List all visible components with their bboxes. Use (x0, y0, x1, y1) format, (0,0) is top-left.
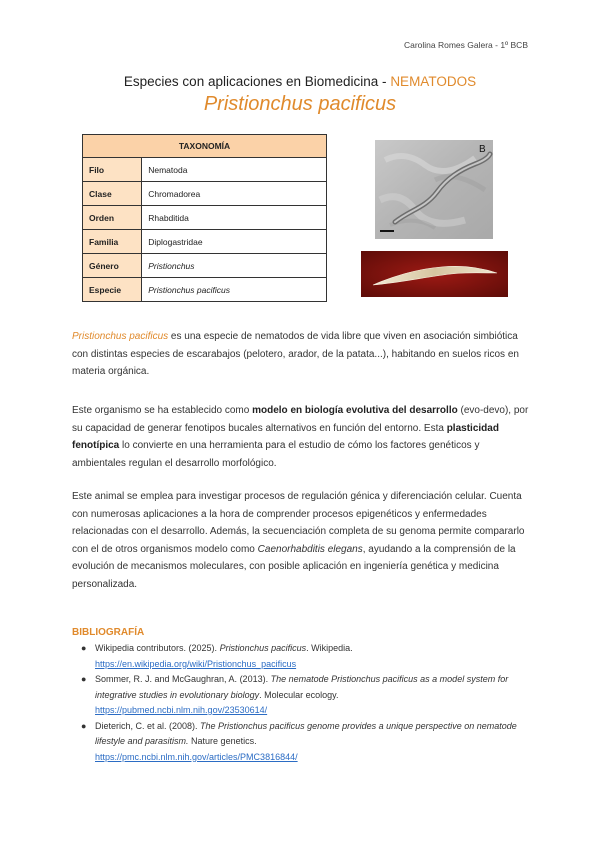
citation-title: The nematode Pristionchus pacificus as a model system for integrative studies in evolutionary biology (95, 674, 509, 700)
text-segment: , ayudando a la comprensión de la evolución de mecanismos moleculares, con posible aplicación en ingeniería genética y medicina personalizada. (72, 543, 516, 590)
taxonomy-value: Chromadorea (142, 182, 327, 206)
title-main: Especies con aplicaciones en Biomedicina - (123, 74, 391, 89)
italic-term: Caenorhabditis elegans (257, 543, 363, 555)
text-segment: Este organismo se ha establecido como (72, 405, 253, 416)
taxonomy-value: Rhabditida (142, 206, 327, 230)
taxonomy-label: Clase (83, 182, 142, 206)
citation-link[interactable]: https://pubmed.ncbi.nlm.nih.gov/23530614/ (95, 705, 268, 715)
citation-source: Nature genetics. (188, 736, 257, 746)
paragraph-applications (72, 488, 534, 593)
taxonomy-value: Pristionchus (142, 254, 327, 278)
citation-link[interactable]: https://pmc.ncbi.nlm.nih.gov/articles/PMC3816844/ (95, 751, 298, 762)
taxonomy-value: Nematoda (142, 158, 327, 182)
citation-authors: Dieterich, C. et al. (2008). (95, 720, 201, 731)
text-segment: Este animal se emplea para investigar procesos de regulación génica y diferenciación celular. Cuenta con numerosas aplicaciones a la hora de comprender procesos epigenéticos y enfermedades relacionadas con el desarrollo. Además, la secuenciación completa de su genoma permite compararlo con el de otros organismos modelo como (72, 491, 525, 555)
taxonomy-label: Género (83, 254, 142, 278)
citation-title: The Pristionchus pacificus genome provides a unique perspective on nematode lifestyle and parasitism. (95, 720, 517, 746)
list-item (72, 641, 532, 672)
bullet-icon: ● (81, 720, 87, 731)
bullet-icon: ● (81, 674, 87, 684)
list-item (72, 672, 532, 719)
title-accent: NEMATODOS (390, 74, 477, 89)
nematode-stained-image (361, 251, 508, 297)
table-row (83, 254, 327, 278)
taxonomy-label: Orden (83, 206, 142, 230)
figure-panel-label: B (479, 144, 486, 155)
bold-term: plasticidad fenotípica (72, 422, 499, 451)
table-row (83, 230, 327, 254)
citation-source: . Wikipedia. (306, 643, 353, 653)
table-row (83, 158, 327, 182)
taxonomy-label: Especie (83, 278, 142, 302)
taxonomy-table (82, 134, 327, 302)
citation-authors: Sommer, R. J. and McGaughran, A. (2013). (95, 674, 271, 684)
nematode-microscopy-image (375, 140, 493, 239)
table-row (83, 206, 327, 230)
table-row (83, 182, 327, 206)
paragraph-intro-text: es una especie de nematodos de vida libre que viven en asociación simbiótica con distintas especies de escarabajos (pelotero, arador, de la patata...), habitando en suelos ricos en materia orgánica. (72, 331, 519, 377)
taxonomy-label: Filo (83, 158, 142, 182)
species-highlight: Pristionchus pacificus (72, 331, 169, 342)
text-segment: (evo-devo), por su capacidad de generar fenotipos bucales alternativos en función del entorno. Esta (72, 405, 529, 434)
taxonomy-value: Diplogastridae (142, 230, 327, 254)
page-title (0, 74, 600, 89)
taxonomy-label: Familia (83, 230, 142, 254)
bibliography-heading: BIBLIOGRAFÍA (72, 627, 145, 638)
species-title: Pristionchus pacificus (203, 93, 397, 115)
citation-title: Pristionchus pacificus (219, 643, 307, 653)
taxonomy-heading: TAXONOMÍA (83, 135, 327, 158)
paragraph-intro (72, 328, 534, 381)
bold-term: modelo en biología evolutiva del desarrollo (252, 405, 458, 416)
paragraph-evodevo (72, 402, 534, 472)
text-segment: lo convierte en una herramienta para el estudio de cómo los factores genéticos y ambientales regulan el desarrollo morfológico. (72, 440, 480, 469)
bullet-icon: ● (81, 643, 87, 653)
citation-authors: Wikipedia contributors. (2025). (95, 643, 220, 653)
citation-link[interactable]: https://en.wikipedia.org/wiki/Pristionchus_pacificus (95, 658, 297, 669)
table-row (83, 278, 327, 302)
document-header-author: Carolina Romes Galera - 1º BCB (403, 40, 528, 50)
list-item (72, 719, 532, 766)
taxonomy-value: Pristionchus pacificus (142, 278, 327, 302)
bibliography-list (72, 641, 532, 765)
citation-source: . Molecular ecology. (259, 689, 339, 700)
